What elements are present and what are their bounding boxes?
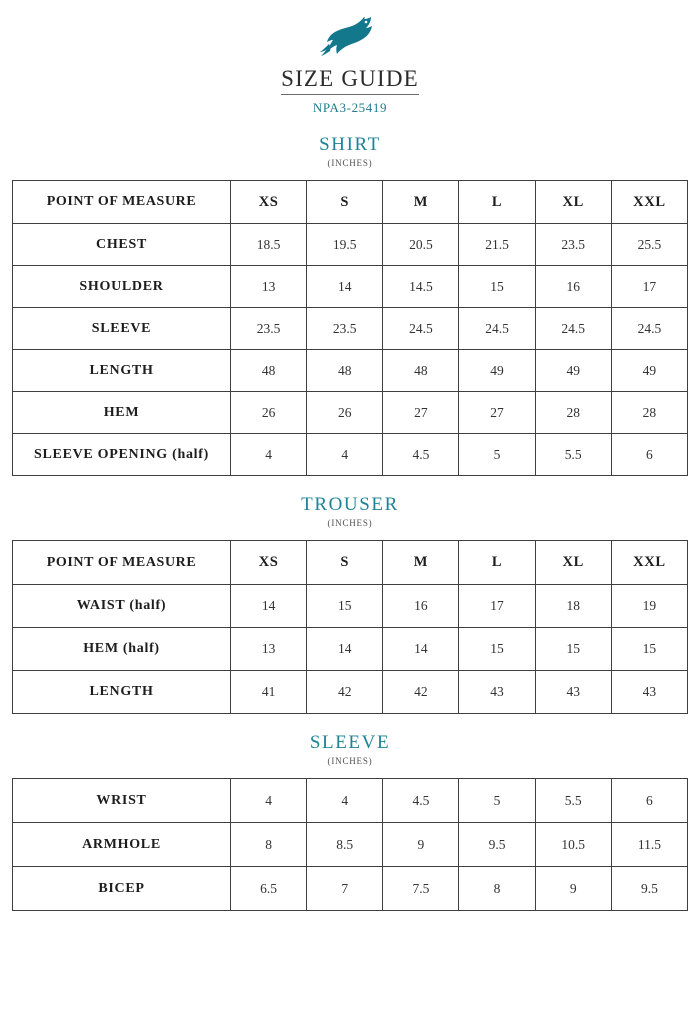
cell-value: 14 — [307, 628, 383, 671]
table-row — [13, 628, 688, 671]
cell-value: 49 — [459, 350, 535, 392]
cell-value: 11.5 — [611, 823, 687, 867]
cell-value: 8 — [459, 867, 535, 911]
table-row — [13, 266, 688, 308]
table-row — [13, 585, 688, 628]
row-label: CHEST — [13, 224, 231, 266]
cell-value: 28 — [611, 392, 687, 434]
cell-value: 18.5 — [231, 224, 307, 266]
cell-value: 15 — [459, 628, 535, 671]
table-row — [13, 434, 688, 476]
column-header-l: L — [459, 541, 535, 585]
cell-value: 20.5 — [383, 224, 459, 266]
table-row — [13, 308, 688, 350]
page-title: SIZE GUIDE — [281, 66, 419, 95]
section-title-shirt: SHIRT — [319, 134, 381, 155]
table-header-row — [13, 181, 688, 224]
cell-value: 43 — [611, 671, 687, 714]
cell-value: 4.5 — [383, 779, 459, 823]
cell-value: 25.5 — [611, 224, 687, 266]
cell-value: 5.5 — [535, 434, 611, 476]
row-label: ARMHOLE — [13, 823, 231, 867]
table-header-row — [13, 541, 688, 585]
size-table-shirt — [12, 180, 688, 476]
cell-value: 43 — [459, 671, 535, 714]
cell-value: 5 — [459, 779, 535, 823]
cell-value: 23.5 — [307, 308, 383, 350]
cell-value: 23.5 — [231, 308, 307, 350]
column-header-xs: XS — [231, 181, 307, 224]
cell-value: 6.5 — [231, 867, 307, 911]
cell-value: 27 — [383, 392, 459, 434]
cell-value: 43 — [535, 671, 611, 714]
cell-value: 9.5 — [611, 867, 687, 911]
cell-value: 48 — [307, 350, 383, 392]
cell-value: 49 — [611, 350, 687, 392]
cell-value: 8.5 — [307, 823, 383, 867]
cell-value: 15 — [535, 628, 611, 671]
cell-value: 9.5 — [459, 823, 535, 867]
cell-value: 18 — [535, 585, 611, 628]
column-header-xl: XL — [535, 541, 611, 585]
size-table-sleeve — [12, 778, 688, 911]
row-label: LENGTH — [13, 350, 231, 392]
column-header-xxl: XXL — [611, 181, 687, 224]
cell-value: 42 — [383, 671, 459, 714]
cell-value: 15 — [307, 585, 383, 628]
cell-value: 9 — [383, 823, 459, 867]
cell-value: 24.5 — [383, 308, 459, 350]
cell-value: 5.5 — [535, 779, 611, 823]
row-label: WRIST — [13, 779, 231, 823]
cell-value: 41 — [231, 671, 307, 714]
column-header-xs: XS — [231, 541, 307, 585]
row-label: SLEEVE — [13, 308, 231, 350]
cell-value: 6 — [611, 779, 687, 823]
column-header-s: S — [307, 181, 383, 224]
table-row — [13, 392, 688, 434]
cell-value: 4 — [231, 434, 307, 476]
section-unit-shirt: (INCHES) — [327, 158, 373, 168]
row-label: SLEEVE OPENING (half) — [13, 434, 231, 476]
cell-value: 16 — [383, 585, 459, 628]
row-label: WAIST (half) — [13, 585, 231, 628]
cell-value: 17 — [611, 266, 687, 308]
cell-value: 28 — [535, 392, 611, 434]
row-label: LENGTH — [13, 671, 231, 714]
column-header-xl: XL — [535, 181, 611, 224]
table-row — [13, 224, 688, 266]
column-header-xxl: XXL — [611, 541, 687, 585]
cell-value: 15 — [611, 628, 687, 671]
cell-value: 16 — [535, 266, 611, 308]
row-label: SHOULDER — [13, 266, 231, 308]
product-code: NPA3-25419 — [312, 100, 388, 115]
table-row — [13, 779, 688, 823]
cell-value: 42 — [307, 671, 383, 714]
column-header-l: L — [459, 181, 535, 224]
table-row — [13, 350, 688, 392]
cell-value: 14 — [307, 266, 383, 308]
column-header-m: M — [383, 181, 459, 224]
cell-value: 4 — [307, 434, 383, 476]
row-label: HEM (half) — [13, 628, 231, 671]
table-row — [13, 867, 688, 911]
row-label: BICEP — [13, 867, 231, 911]
cell-value: 27 — [459, 392, 535, 434]
cell-value: 4 — [231, 779, 307, 823]
row-label: HEM — [13, 392, 231, 434]
section-unit-trouser: (INCHES) — [327, 518, 373, 528]
cell-value: 23.5 — [535, 224, 611, 266]
cell-value: 26 — [231, 392, 307, 434]
column-header-point-of-measure: POINT OF MEASURE — [13, 181, 231, 224]
column-header-m: M — [383, 541, 459, 585]
cell-value: 24.5 — [611, 308, 687, 350]
cell-value: 15 — [459, 266, 535, 308]
cell-value: 13 — [231, 266, 307, 308]
section-title-sleeve: SLEEVE — [309, 732, 391, 753]
cell-value: 8 — [231, 823, 307, 867]
cell-value: 13 — [231, 628, 307, 671]
title-block — [12, 66, 688, 116]
cell-value: 24.5 — [535, 308, 611, 350]
cell-value: 4.5 — [383, 434, 459, 476]
cell-value: 14 — [231, 585, 307, 628]
column-header-s: S — [307, 541, 383, 585]
cell-value: 9 — [535, 867, 611, 911]
brand-logo — [12, 0, 688, 64]
cell-value: 7.5 — [383, 867, 459, 911]
cell-value: 7 — [307, 867, 383, 911]
cell-value: 14 — [383, 628, 459, 671]
size-table-trouser — [12, 540, 688, 714]
cell-value: 21.5 — [459, 224, 535, 266]
cell-value: 24.5 — [459, 308, 535, 350]
column-header-point-of-measure: POINT OF MEASURE — [13, 541, 231, 585]
cell-value: 4 — [307, 779, 383, 823]
cell-value: 17 — [459, 585, 535, 628]
cell-value: 48 — [231, 350, 307, 392]
cell-value: 19 — [611, 585, 687, 628]
table-row — [13, 671, 688, 714]
cell-value: 48 — [383, 350, 459, 392]
cell-value: 49 — [535, 350, 611, 392]
cell-value: 6 — [611, 434, 687, 476]
section-title-trouser: TROUSER — [301, 494, 399, 515]
cell-value: 19.5 — [307, 224, 383, 266]
cell-value: 26 — [307, 392, 383, 434]
bird-logo-icon — [319, 14, 381, 64]
cell-value: 10.5 — [535, 823, 611, 867]
cell-value: 14.5 — [383, 266, 459, 308]
table-row — [13, 823, 688, 867]
cell-value: 5 — [459, 434, 535, 476]
section-unit-sleeve: (INCHES) — [327, 756, 373, 766]
